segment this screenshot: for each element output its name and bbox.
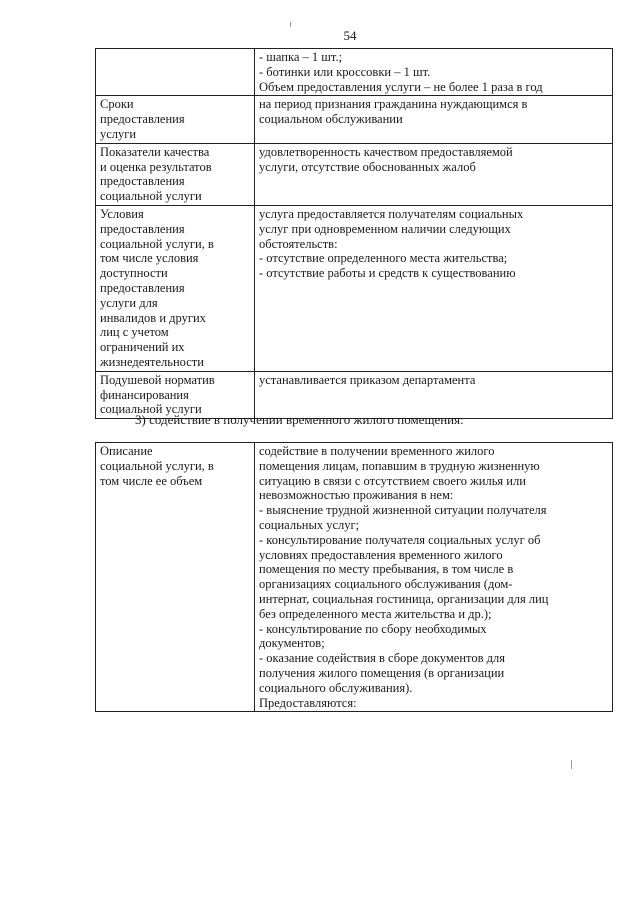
row-value: на период признания гражданина нуждающимся в социальном обслуживании	[255, 96, 613, 143]
table-row	[96, 443, 613, 712]
row-label: Показатели качества и оценка результатов предоставления социальной услуги	[96, 143, 255, 205]
row-value: содействие в получении временного жилого помещения лицам, попавшим в трудную жизненную ситуацию в связи с отсутствием своего жилья или невозможностью проживания в нем: - выяснение трудной жизненной ситуации получателя социальных услуг; - консультирование получателя социальных услуг об условиях предоставления временного жилого помещения по месту пребывания, в том числе в организациях социального обслуживания (дом- интернат, социальная гостиница, организации для лиц без определенного места жительства и др.); - консультирование по сбору необходимых документов; - оказание содействия в сборе документов для получения жилого помещения (в организации социального обслуживания). Предоставляются:	[255, 443, 613, 712]
service-table-continued	[95, 48, 613, 419]
row-value: услуга предоставляется получателям социальных услуг при одновременном наличии следующих обстоятельств: - отсутствие определенного места жительства; - отсутствие работы и средств к существованию	[255, 205, 613, 371]
row-value: устанавливается приказом департамента	[255, 371, 613, 418]
row-value: - шапка – 1 шт.; - ботинки или кроссовки – 1 шт. Объем предоставления услуги – не более 1 раза в год	[255, 49, 613, 96]
row-label: Условия предоставления социальной услуги, в том числе условия доступности предоставления услуги для инвалидов и других лиц с учетом ограничений их жизнедеятельности	[96, 205, 255, 371]
scan-mark-right	[571, 760, 572, 769]
scan-mark-top	[290, 22, 291, 27]
table-row	[96, 96, 613, 143]
table-row	[96, 205, 613, 371]
table-row	[96, 143, 613, 205]
table-row	[96, 49, 613, 96]
row-label: Подушевой норматив финансирования социальной услуги	[96, 371, 255, 418]
section-heading: 3) содействие в получении временного жилого помещения:	[135, 412, 464, 427]
row-value: удовлетворенность качеством предоставляемой услуги, отсутствие обоснованных жалоб	[255, 143, 613, 205]
row-label: Описание социальной услуги, в том числе ее объем	[96, 443, 255, 712]
row-label: Сроки предоставления услуги	[96, 96, 255, 143]
service-description-table	[95, 442, 613, 712]
row-label	[96, 49, 255, 96]
page-number: 54	[343, 28, 357, 43]
